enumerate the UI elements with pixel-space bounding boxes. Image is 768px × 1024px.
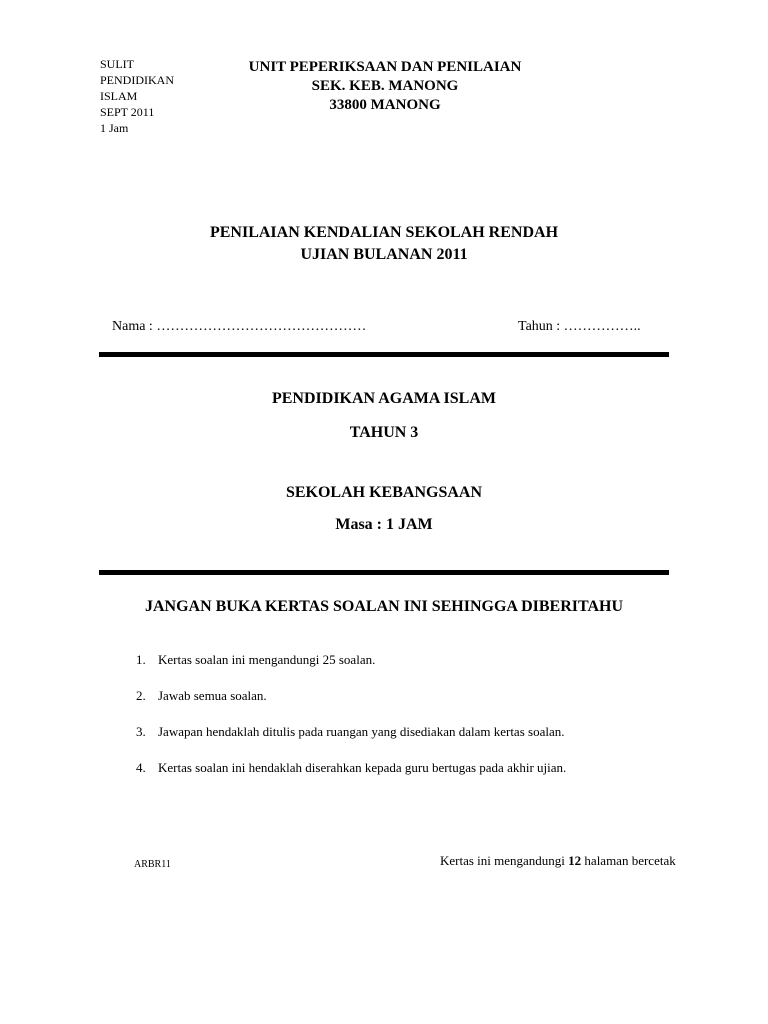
school-type: SEKOLAH KEBANGSAAN	[285, 484, 483, 501]
paper-code: ARBR11	[134, 859, 171, 870]
instruction-number: 4.	[136, 760, 146, 775]
page-count-prefix: Kertas ini mengandungi	[440, 853, 565, 868]
instruction-number: 2.	[136, 688, 146, 703]
subject-year: TAHUN 3	[349, 424, 419, 441]
assessment-title	[100, 222, 668, 266]
page-count-note	[440, 853, 676, 869]
instruction-item	[136, 722, 716, 758]
year-field[interactable]: Tahun : ……………..	[518, 319, 641, 334]
instruction-item	[136, 686, 716, 722]
subject-title: PENDIDIKAN AGAMA ISLAM	[271, 390, 496, 407]
student-info-row	[112, 317, 657, 337]
meta-date: SEPT 2011	[100, 105, 155, 119]
unit-name: UNIT PEPERIKSAAN DAN PENILAIAN	[248, 59, 522, 75]
meta-subject-2: ISLAM	[100, 89, 138, 103]
document-meta	[100, 56, 174, 136]
instruction-item	[136, 758, 716, 794]
exam-duration: Masa : 1 JAM	[335, 516, 433, 533]
instruction-number: 3.	[136, 724, 146, 739]
instruction-text: Jawapan hendaklah ditulis pada ruangan yang disediakan dalam kertas soalan.	[158, 724, 565, 739]
assessment-line-2: UJIAN BULANAN 2011	[300, 246, 468, 263]
warning-notice: JANGAN BUKA KERTAS SOALAN INI SEHINGGA DIBERITAHU	[144, 598, 624, 615]
instruction-text: Kertas soalan ini mengandungi 25 soalan.	[158, 652, 376, 667]
instruction-number: 1.	[136, 652, 146, 667]
instruction-item	[136, 650, 716, 686]
meta-classification: SULIT	[100, 57, 134, 71]
page-count-number: 12	[568, 853, 582, 868]
meta-subject: PENDIDIKAN	[100, 73, 174, 87]
divider-bottom	[99, 570, 669, 575]
exam-unit-header	[200, 58, 570, 115]
page-count-suffix: halaman bercetak	[584, 853, 676, 868]
school-address: 33800 MANONG	[329, 97, 441, 113]
name-field[interactable]: Nama : ………………………………………	[112, 319, 367, 334]
divider-top	[99, 352, 669, 357]
instruction-text: Kertas soalan ini hendaklah diserahkan kepada guru bertugas pada akhir ujian.	[158, 760, 567, 775]
instruction-text: Jawab semua soalan.	[158, 688, 267, 703]
school-name: SEK. KEB. MANONG	[311, 78, 459, 94]
meta-duration: 1 Jam	[100, 121, 129, 135]
assessment-line-1: PENILAIAN KENDALIAN SEKOLAH RENDAH	[209, 224, 559, 241]
instruction-list	[136, 650, 716, 794]
